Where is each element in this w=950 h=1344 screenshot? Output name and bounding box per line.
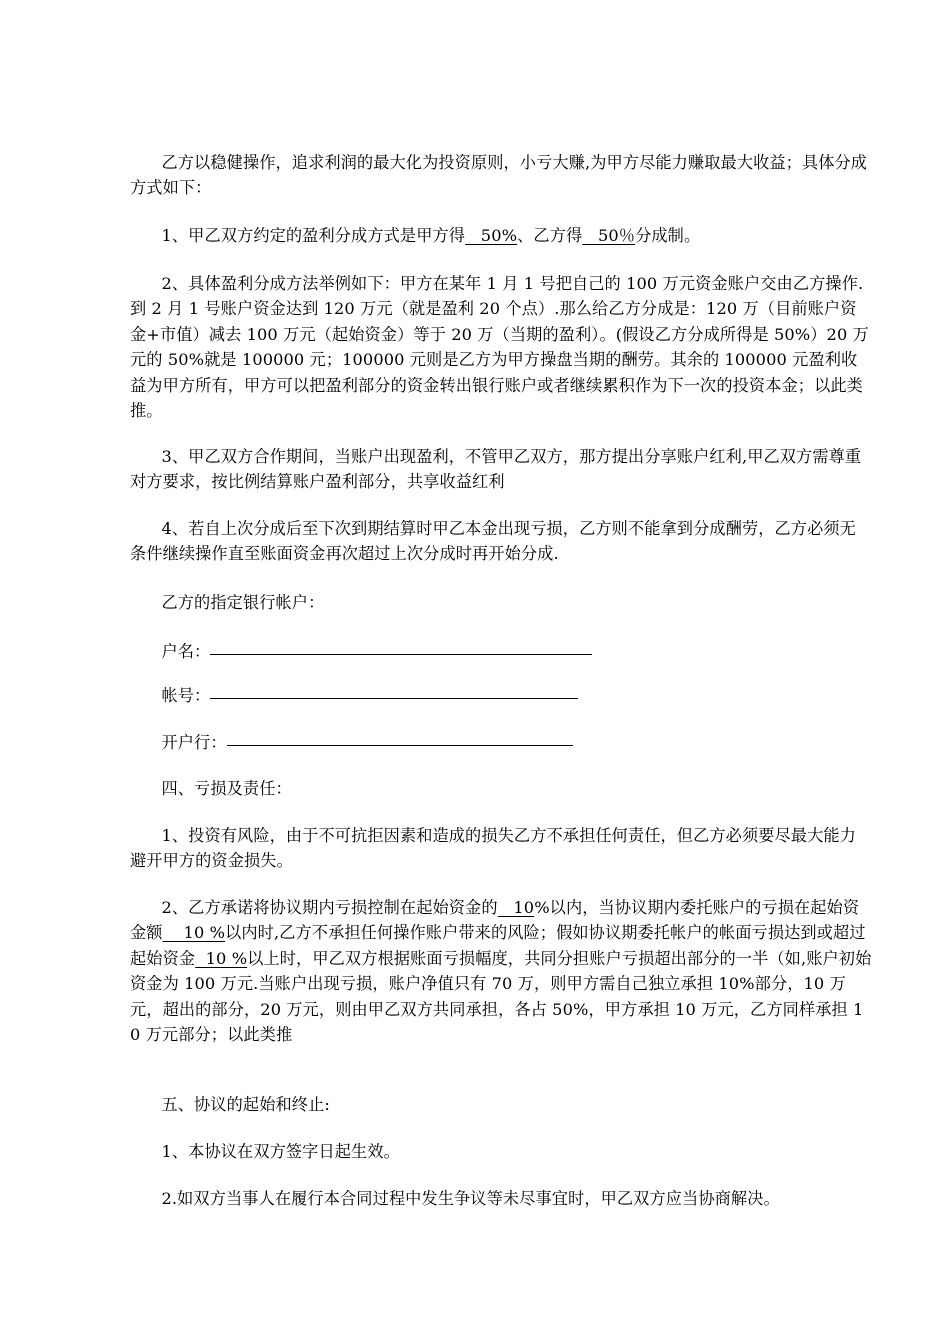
bank-account-heading-text: 乙方的指定银行帐户： (161, 592, 325, 612)
dispute-text: 2.如双方当事人在履行本合同过程中发生争议等未尽事宜时，甲乙双方应当协商解决。 (161, 1188, 780, 1208)
profit-example-text: 2、具体盈利分成方法举例如下：甲方在某年 1 月 1 号把自己的 100 万元资金账户交由乙方操作.到 2 月 1 号账户资金达到 120 万元（就是盈利 20 个点）.那么给乙方分成是：120 万（目前账户资金+市值）减去 100 万元（起始资金）等于 20 万（当期的盈利）。(假设乙方分成所得是 50%）20 万元的 50%就是 100000 元；100000 元则是乙方为甲方操盘当期的酬劳。其余的 100000 元盈利收益为甲方所有，甲方可以把盈利部分的资金转出银行账户或者继续累积作为下一次的投资本金；以此类推。 (130, 273, 869, 420)
loss-control-text-2: %以内，当协议期内委托账户的亏损在起始资金额 (130, 897, 860, 942)
profit-split-text-3: 分成制。 (635, 225, 701, 245)
account-name-blank[interactable] (210, 636, 592, 655)
dividend-text: 3、甲乙双方合作期间，当账户出现盈利，不管甲乙双方，那方提出分享账户红利,甲乙双方需尊重对方要求，按比例结算账户盈利部分，共享收益红利 (130, 446, 862, 491)
party-a-share-value: 50% (465, 225, 518, 245)
loss-control-text-1: 2、乙方承诺将协议期内亏损控制在起始资金的 (161, 897, 498, 917)
effective-text: 1、本协议在双方签字日起生效。 (161, 1141, 400, 1161)
loss-limit-value-1: 10 (497, 897, 535, 917)
profit-split-text-2: 、乙方得 (517, 225, 583, 245)
risk-text: 1、投资有风险，由于不可抗拒因素和造成的损失乙方不承担任何责任，但乙方必须要尽最大能力避开甲方的资金损失。 (130, 825, 856, 870)
loss-limit-value-3: 10 % (195, 948, 248, 968)
party-b-share-value: 50％ (582, 225, 636, 245)
account-number-label: 帐号： (161, 685, 211, 705)
loss-control-clause (130, 869, 872, 1073)
intro-text: 乙方以稳健操作，追求利润的最大化为投资原则，小亏大赚,为甲方尽能力赚取最大收益；具体分成方式如下： (130, 152, 868, 197)
account-name-label: 户名： (161, 641, 211, 661)
account-number-blank[interactable] (210, 680, 578, 699)
section-four-heading-text: 四、亏损及责任： (161, 778, 292, 798)
loss-control-text-3: 以内时,乙方不承担任何操作账户带来的风险；假如协议期委托帐户的帐面亏损达到或超过起始资金 (130, 923, 866, 968)
bank-branch-label: 开户行： (161, 732, 227, 752)
loss-carryover-text: 4、若自上次分成后至下次到期结算时甲乙本金出现亏损，乙方则不能拿到分成酬劳，乙方必须无条件继续操作直至账面资金再次超过上次分成时再开始分成. (130, 518, 856, 563)
bank-branch-blank[interactable] (227, 727, 573, 746)
loss-control-text-4: 以上时，甲乙双方根据账面亏损幅度，共同分担账户亏损超出部分的一半（如,账户初始资金为 100 万元.当账户出现亏损，账户净值只有 70 万，则甲方需自己独立承担 10%部分，10 万元，超出的部分，20 万元，则由甲乙双方共同承担，各占 50%，甲方承担 10 万元，乙方同样承担 10 万元部分；以此类推 (130, 948, 872, 1044)
loss-limit-value-2: 10 % (162, 923, 226, 942)
dispute-clause (130, 1160, 872, 1237)
section-five-heading-text: 五、协议的起始和终止: (161, 1094, 330, 1114)
profit-split-text-1: 1、甲乙双方约定的盈利分成方式是甲方得 (161, 225, 466, 245)
